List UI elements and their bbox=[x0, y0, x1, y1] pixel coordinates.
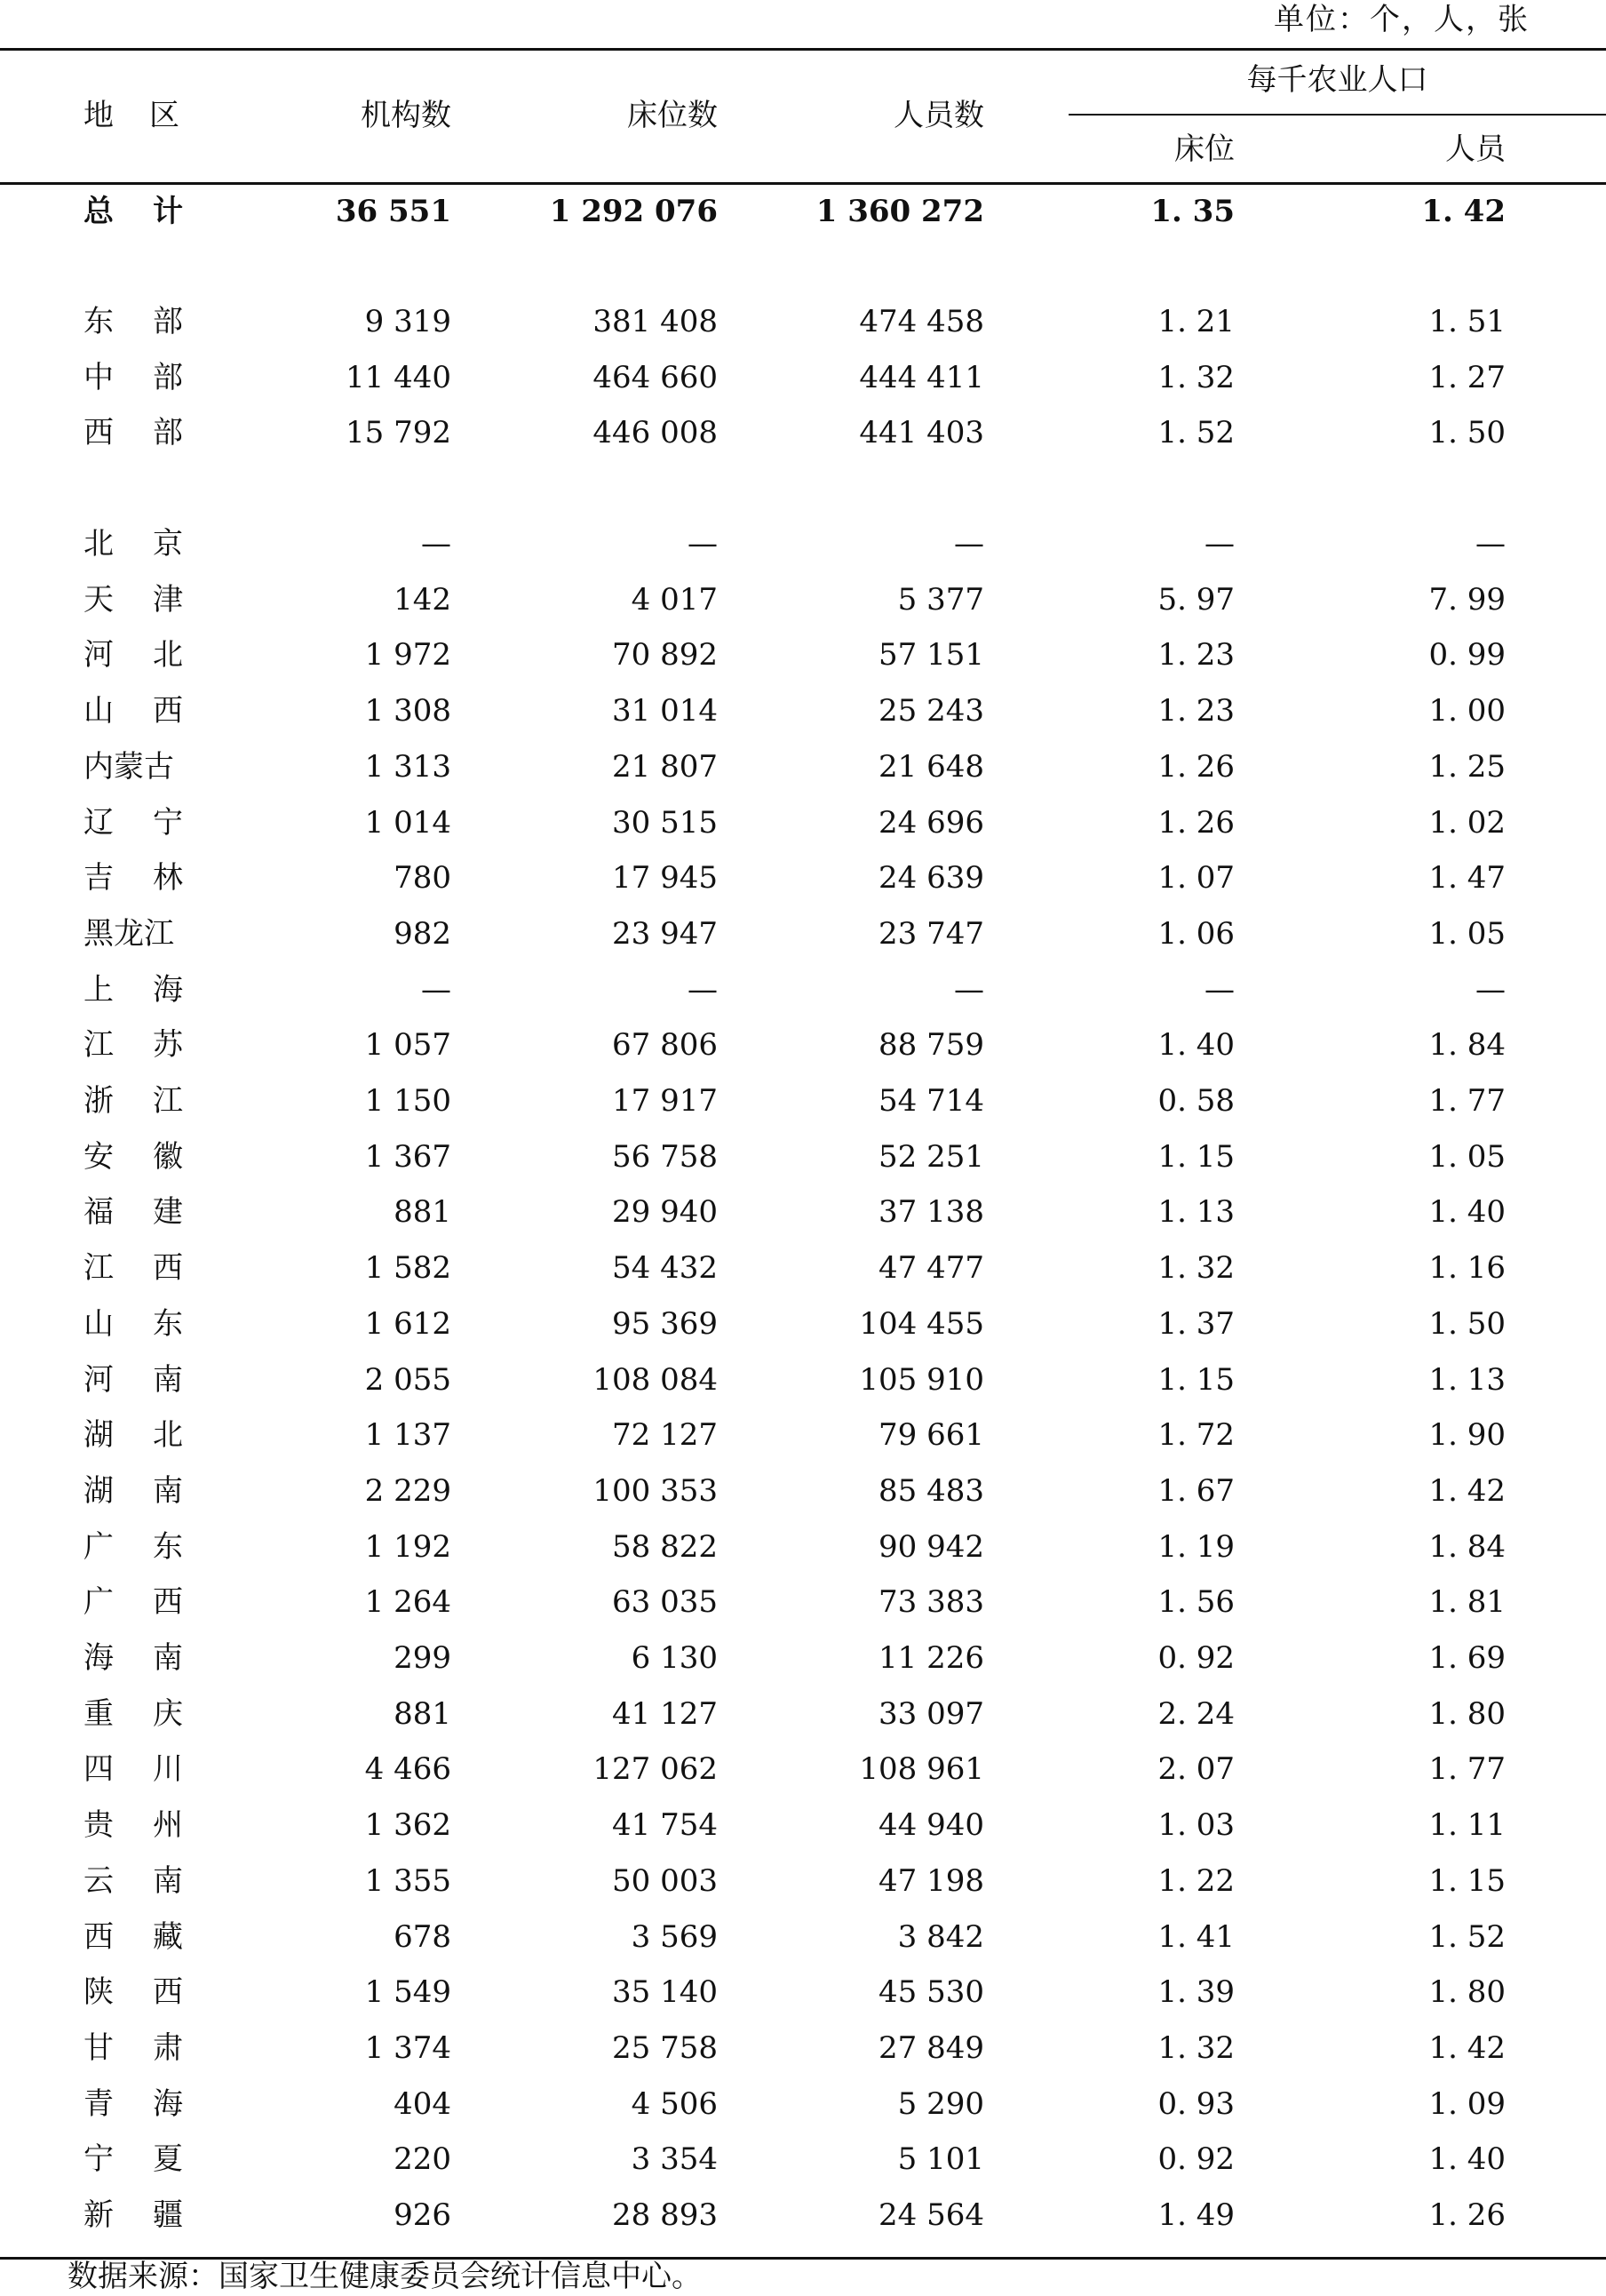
table-row bbox=[0, 413, 1606, 452]
cell-institutions: 780 bbox=[394, 860, 451, 896]
cell-region: 湖北 bbox=[83, 1417, 222, 1453]
cell-per-beds: 2. 24 bbox=[1157, 1696, 1235, 1732]
cell-staff: 57 151 bbox=[879, 637, 984, 673]
cell-region: 西部 bbox=[83, 415, 222, 450]
header-staff: 人员数 bbox=[894, 98, 984, 133]
cell-institutions: 220 bbox=[394, 2141, 451, 2177]
cell-per-staff: 1. 50 bbox=[1428, 415, 1506, 450]
cell-beds: 67 806 bbox=[612, 1027, 718, 1063]
cell-staff: 88 759 bbox=[879, 1027, 984, 1063]
cell-region: 吉林 bbox=[83, 860, 222, 896]
cell-institutions: 4 466 bbox=[364, 1751, 451, 1787]
cell-region: 福建 bbox=[83, 1194, 222, 1230]
table-row bbox=[0, 1582, 1606, 1622]
cell-institutions: 15 792 bbox=[346, 415, 451, 450]
cell-per-beds: 1. 23 bbox=[1157, 693, 1235, 729]
cell-per-staff: 1. 26 bbox=[1428, 2197, 1506, 2233]
cell-region: 西藏 bbox=[83, 1919, 222, 1955]
cell-beds: 4 017 bbox=[631, 582, 718, 618]
cell-per-staff: 1. 77 bbox=[1428, 1751, 1506, 1787]
cell-region: 山西 bbox=[83, 693, 222, 729]
cell-staff: — bbox=[954, 526, 984, 562]
cell-beds: 108 084 bbox=[592, 1362, 718, 1398]
cell-institutions: 1 374 bbox=[364, 2030, 451, 2066]
cell-staff: 73 383 bbox=[879, 1584, 984, 1620]
cell-beds: 6 130 bbox=[631, 1640, 718, 1676]
cell-institutions: 1 612 bbox=[364, 1306, 451, 1342]
cell-beds: 58 822 bbox=[612, 1529, 718, 1565]
cell-per-beds: 5. 97 bbox=[1157, 582, 1235, 618]
cell-per-beds: 1. 19 bbox=[1157, 1529, 1235, 1565]
cell-per-beds: 1. 22 bbox=[1157, 1863, 1235, 1899]
cell-region: 青海 bbox=[83, 2086, 222, 2122]
cell-region: 江苏 bbox=[83, 1027, 222, 1063]
table-row bbox=[0, 1360, 1606, 1399]
cell-region: 贵州 bbox=[83, 1807, 222, 1843]
cell-staff: 11 226 bbox=[879, 1640, 984, 1676]
cell-per-staff: 1. 42 bbox=[1428, 1473, 1506, 1509]
unit-label: 单位：个，人，张 bbox=[1274, 2, 1530, 37]
cell-region: 河南 bbox=[83, 1362, 222, 1398]
cell-region: 广东 bbox=[83, 1529, 222, 1565]
cell-per-beds: 1. 35 bbox=[1150, 194, 1235, 229]
header-beds: 床位数 bbox=[627, 98, 718, 133]
cell-region: 陕西 bbox=[83, 1974, 222, 2010]
cell-per-staff: 1. 02 bbox=[1428, 805, 1506, 841]
cell-institutions: — bbox=[421, 972, 451, 1008]
cell-staff: 3 842 bbox=[897, 1919, 984, 1955]
table-row bbox=[0, 635, 1606, 674]
cell-region: 新疆 bbox=[83, 2197, 222, 2233]
table-row bbox=[0, 1415, 1606, 1455]
cell-region: 宁夏 bbox=[83, 2141, 222, 2177]
cell-per-staff: 1. 40 bbox=[1428, 1194, 1506, 1230]
cell-per-staff: 1. 52 bbox=[1428, 1919, 1506, 1955]
cell-beds: 446 008 bbox=[592, 415, 718, 450]
table-row bbox=[0, 580, 1606, 619]
cell-beds: 50 003 bbox=[612, 1863, 718, 1899]
cell-beds: 3 354 bbox=[631, 2141, 718, 2177]
cell-per-staff: 1. 09 bbox=[1428, 2086, 1506, 2122]
table-row bbox=[0, 1917, 1606, 1957]
cell-beds: 17 917 bbox=[612, 1083, 718, 1119]
cell-staff: 21 648 bbox=[879, 749, 984, 785]
cell-beds: 29 940 bbox=[612, 1194, 718, 1230]
cell-per-staff: 0. 99 bbox=[1428, 637, 1506, 673]
cell-region: 北京 bbox=[83, 526, 222, 562]
cell-staff: 44 940 bbox=[879, 1807, 984, 1843]
cell-staff: 105 910 bbox=[859, 1362, 984, 1398]
cell-institutions: 1 137 bbox=[364, 1417, 451, 1453]
header-sub-rule bbox=[1069, 114, 1606, 116]
cell-per-beds: 1. 03 bbox=[1157, 1807, 1235, 1843]
table-top-rule bbox=[0, 48, 1606, 51]
table-row bbox=[0, 1694, 1606, 1734]
cell-beds: 21 807 bbox=[612, 749, 718, 785]
cell-per-beds: 0. 92 bbox=[1157, 1640, 1235, 1676]
cell-per-staff: 1. 69 bbox=[1428, 1640, 1506, 1676]
cell-per-staff: 1. 00 bbox=[1428, 693, 1506, 729]
table-row bbox=[0, 1527, 1606, 1567]
table-row bbox=[0, 1806, 1606, 1845]
cell-beds: 35 140 bbox=[612, 1974, 718, 2010]
cell-beds: 56 758 bbox=[612, 1139, 718, 1175]
cell-beds: 70 892 bbox=[612, 637, 718, 673]
cell-per-staff: 1. 40 bbox=[1428, 2141, 1506, 2177]
table-row bbox=[0, 914, 1606, 953]
cell-staff: 37 138 bbox=[879, 1194, 984, 1230]
cell-region: 东部 bbox=[83, 304, 222, 339]
table-row bbox=[0, 524, 1606, 563]
cell-per-beds: 1. 52 bbox=[1157, 415, 1235, 450]
cell-region: 甘肃 bbox=[83, 2030, 222, 2066]
cell-beds: 17 945 bbox=[612, 860, 718, 896]
cell-per-staff: 1. 05 bbox=[1428, 1139, 1506, 1175]
cell-per-beds: 1. 15 bbox=[1157, 1139, 1235, 1175]
table-row bbox=[0, 1638, 1606, 1678]
cell-per-beds: — bbox=[1204, 526, 1235, 562]
cell-per-beds: 1. 32 bbox=[1157, 2030, 1235, 2066]
cell-per-staff: 1. 42 bbox=[1428, 2030, 1506, 2066]
cell-per-staff: 1. 16 bbox=[1428, 1250, 1506, 1286]
cell-institutions: 1 549 bbox=[364, 1974, 451, 2010]
table-row bbox=[0, 1137, 1606, 1176]
cell-region: 总计 bbox=[83, 194, 222, 229]
cell-per-staff: 1. 42 bbox=[1421, 194, 1506, 229]
table-row-total bbox=[0, 192, 1606, 231]
cell-institutions: 1 582 bbox=[364, 1250, 451, 1286]
cell-staff: 27 849 bbox=[879, 2030, 984, 2066]
cell-per-beds: 2. 07 bbox=[1157, 1751, 1235, 1787]
cell-per-beds: 1. 15 bbox=[1157, 1362, 1235, 1398]
cell-institutions: 142 bbox=[394, 582, 451, 618]
cell-beds: 28 893 bbox=[612, 2197, 718, 2233]
cell-institutions: 982 bbox=[394, 916, 451, 952]
cell-per-beds: 1. 23 bbox=[1157, 637, 1235, 673]
cell-institutions: 926 bbox=[394, 2197, 451, 2233]
cell-region: 浙江 bbox=[83, 1083, 222, 1119]
cell-staff: 24 639 bbox=[879, 860, 984, 896]
table-row bbox=[0, 1750, 1606, 1789]
table-row bbox=[0, 858, 1606, 897]
cell-institutions: 1 150 bbox=[364, 1083, 451, 1119]
cell-staff: 79 661 bbox=[879, 1417, 984, 1453]
cell-staff: 1 360 272 bbox=[815, 194, 984, 229]
cell-region: 云南 bbox=[83, 1863, 222, 1899]
cell-per-beds: 1. 07 bbox=[1157, 860, 1235, 896]
cell-staff: 54 714 bbox=[879, 1083, 984, 1119]
cell-beds: — bbox=[688, 526, 718, 562]
cell-beds: 63 035 bbox=[612, 1584, 718, 1620]
cell-staff: 47 477 bbox=[879, 1250, 984, 1286]
cell-staff: 90 942 bbox=[879, 1529, 984, 1565]
cell-institutions: 1 367 bbox=[364, 1139, 451, 1175]
cell-beds: 95 369 bbox=[612, 1306, 718, 1342]
header-institutions: 机构数 bbox=[361, 98, 451, 133]
cell-region: 辽宁 bbox=[83, 805, 222, 841]
cell-region: 天津 bbox=[83, 582, 222, 618]
cell-per-beds: 1. 72 bbox=[1157, 1417, 1235, 1453]
table-row bbox=[0, 1192, 1606, 1232]
cell-per-beds: 1. 56 bbox=[1157, 1584, 1235, 1620]
cell-beds: 100 353 bbox=[592, 1473, 718, 1509]
cell-beds: 1 292 076 bbox=[549, 194, 718, 229]
cell-staff: 5 101 bbox=[897, 2141, 984, 2177]
header-per-thousand-agri-population: 每千农业人口 bbox=[1246, 62, 1428, 98]
table-row bbox=[0, 2085, 1606, 2124]
cell-beds: 54 432 bbox=[612, 1250, 718, 1286]
cell-institutions: — bbox=[421, 526, 451, 562]
table-row bbox=[0, 970, 1606, 1009]
cell-region: 安徽 bbox=[83, 1139, 222, 1175]
table-row bbox=[0, 358, 1606, 397]
cell-institutions: 11 440 bbox=[346, 360, 451, 395]
cell-institutions: 1 972 bbox=[364, 637, 451, 673]
cell-staff: 5 290 bbox=[897, 2086, 984, 2122]
cell-institutions: 404 bbox=[394, 2086, 451, 2122]
cell-staff: 85 483 bbox=[879, 1473, 984, 1509]
cell-per-staff: 1. 80 bbox=[1428, 1696, 1506, 1732]
cell-institutions: 299 bbox=[394, 1640, 451, 1676]
header-bottom-rule bbox=[0, 182, 1606, 185]
cell-institutions: 2 229 bbox=[364, 1473, 451, 1509]
cell-beds: 4 506 bbox=[631, 2086, 718, 2122]
table-row bbox=[0, 2196, 1606, 2235]
cell-per-beds: 1. 32 bbox=[1157, 360, 1235, 395]
cell-region: 广西 bbox=[83, 1584, 222, 1620]
cell-beds: 25 758 bbox=[612, 2030, 718, 2066]
cell-region: 重庆 bbox=[83, 1696, 222, 1732]
cell-per-staff: 1. 51 bbox=[1428, 304, 1506, 339]
cell-institutions: 1 014 bbox=[364, 805, 451, 841]
cell-staff: 441 403 bbox=[859, 415, 984, 450]
cell-per-staff: 1. 13 bbox=[1428, 1362, 1506, 1398]
cell-per-beds: 1. 37 bbox=[1157, 1306, 1235, 1342]
cell-per-beds: 1. 39 bbox=[1157, 1974, 1235, 2010]
cell-per-beds: 1. 06 bbox=[1157, 916, 1235, 952]
cell-per-staff: 1. 05 bbox=[1428, 916, 1506, 952]
table-row bbox=[0, 302, 1606, 341]
table-row bbox=[0, 1471, 1606, 1511]
cell-beds: 464 660 bbox=[592, 360, 718, 395]
cell-per-staff: 1. 84 bbox=[1428, 1529, 1506, 1565]
cell-staff: 444 411 bbox=[859, 360, 984, 395]
cell-staff: 474 458 bbox=[859, 304, 984, 339]
cell-region: 海南 bbox=[83, 1640, 222, 1676]
cell-beds: — bbox=[688, 972, 718, 1008]
header-per-staff: 人员 bbox=[1445, 132, 1506, 167]
table-row bbox=[0, 1304, 1606, 1343]
cell-beds: 72 127 bbox=[612, 1417, 718, 1453]
cell-beds: 23 947 bbox=[612, 916, 718, 952]
cell-per-staff: 1. 84 bbox=[1428, 1027, 1506, 1063]
cell-institutions: 881 bbox=[394, 1696, 451, 1732]
table-row bbox=[0, 1973, 1606, 2012]
cell-staff: 47 198 bbox=[879, 1863, 984, 1899]
cell-per-beds: — bbox=[1204, 972, 1235, 1008]
cell-per-beds: 1. 40 bbox=[1157, 1027, 1235, 1063]
cell-per-staff: 1. 27 bbox=[1428, 360, 1506, 395]
cell-per-beds: 0. 93 bbox=[1157, 2086, 1235, 2122]
cell-staff: 23 747 bbox=[879, 916, 984, 952]
table-row bbox=[0, 1081, 1606, 1120]
cell-per-staff: 1. 50 bbox=[1428, 1306, 1506, 1342]
cell-per-staff: 1. 80 bbox=[1428, 1974, 1506, 2010]
table-row bbox=[0, 1025, 1606, 1064]
cell-region: 内蒙古 bbox=[83, 749, 174, 785]
table-row bbox=[0, 2029, 1606, 2068]
cell-region: 山东 bbox=[83, 1306, 222, 1342]
cell-per-beds: 1. 13 bbox=[1157, 1194, 1235, 1230]
cell-per-staff: 1. 81 bbox=[1428, 1584, 1506, 1620]
table-row bbox=[0, 747, 1606, 786]
source-note: 数据来源：国家卫生健康委员会统计信息中心。 bbox=[68, 2259, 702, 2294]
cell-beds: 381 408 bbox=[592, 304, 718, 339]
cell-staff: 108 961 bbox=[859, 1751, 984, 1787]
cell-institutions: 881 bbox=[394, 1194, 451, 1230]
cell-institutions: 678 bbox=[394, 1919, 451, 1955]
table-row bbox=[0, 1248, 1606, 1288]
cell-region: 上海 bbox=[83, 972, 222, 1008]
cell-per-staff: 1. 77 bbox=[1428, 1083, 1506, 1119]
cell-staff: 5 377 bbox=[897, 582, 984, 618]
cell-beds: 30 515 bbox=[612, 805, 718, 841]
table-row bbox=[0, 2140, 1606, 2179]
cell-per-beds: 1. 21 bbox=[1157, 304, 1235, 339]
cell-region: 河北 bbox=[83, 637, 222, 673]
cell-beds: 41 127 bbox=[612, 1696, 718, 1732]
cell-per-beds: 1. 26 bbox=[1157, 749, 1235, 785]
cell-region: 江西 bbox=[83, 1250, 222, 1286]
header-region: 地区 bbox=[83, 98, 215, 133]
cell-staff: 24 564 bbox=[879, 2197, 984, 2233]
cell-region: 湖南 bbox=[83, 1473, 222, 1509]
cell-institutions: 1 192 bbox=[364, 1529, 451, 1565]
cell-per-staff: — bbox=[1475, 526, 1506, 562]
cell-per-beds: 1. 32 bbox=[1157, 1250, 1235, 1286]
cell-staff: — bbox=[954, 972, 984, 1008]
cell-per-beds: 0. 58 bbox=[1157, 1083, 1235, 1119]
cell-institutions: 1 362 bbox=[364, 1807, 451, 1843]
cell-staff: 24 696 bbox=[879, 805, 984, 841]
cell-per-staff: 7. 99 bbox=[1428, 582, 1506, 618]
cell-beds: 31 014 bbox=[612, 693, 718, 729]
cell-institutions: 1 264 bbox=[364, 1584, 451, 1620]
cell-beds: 3 569 bbox=[631, 1919, 718, 1955]
table-row bbox=[0, 691, 1606, 730]
header-per-beds: 床位 bbox=[1174, 132, 1235, 167]
cell-staff: 52 251 bbox=[879, 1139, 984, 1175]
cell-per-beds: 0. 92 bbox=[1157, 2141, 1235, 2177]
cell-per-beds: 1. 67 bbox=[1157, 1473, 1235, 1509]
cell-institutions: 1 355 bbox=[364, 1863, 451, 1899]
cell-per-staff: 1. 11 bbox=[1428, 1807, 1506, 1843]
cell-per-staff: — bbox=[1475, 972, 1506, 1008]
cell-region: 黑龙江 bbox=[83, 916, 174, 952]
cell-staff: 104 455 bbox=[859, 1306, 984, 1342]
cell-region: 四川 bbox=[83, 1751, 222, 1787]
cell-institutions: 36 551 bbox=[335, 194, 451, 229]
cell-institutions: 1 308 bbox=[364, 693, 451, 729]
cell-per-beds: 1. 49 bbox=[1157, 2197, 1235, 2233]
cell-per-beds: 1. 26 bbox=[1157, 805, 1235, 841]
cell-per-staff: 1. 47 bbox=[1428, 860, 1506, 896]
cell-institutions: 2 055 bbox=[364, 1362, 451, 1398]
cell-per-beds: 1. 41 bbox=[1157, 1919, 1235, 1955]
cell-institutions: 1 313 bbox=[364, 749, 451, 785]
cell-staff: 33 097 bbox=[879, 1696, 984, 1732]
cell-per-staff: 1. 25 bbox=[1428, 749, 1506, 785]
cell-institutions: 1 057 bbox=[364, 1027, 451, 1063]
cell-staff: 45 530 bbox=[879, 1974, 984, 2010]
cell-beds: 41 754 bbox=[612, 1807, 718, 1843]
cell-beds: 127 062 bbox=[592, 1751, 718, 1787]
table-row bbox=[0, 803, 1606, 842]
cell-region: 中部 bbox=[83, 360, 222, 395]
cell-per-staff: 1. 15 bbox=[1428, 1863, 1506, 1899]
table-row bbox=[0, 1862, 1606, 1901]
cell-staff: 25 243 bbox=[879, 693, 984, 729]
cell-per-staff: 1. 90 bbox=[1428, 1417, 1506, 1453]
cell-institutions: 9 319 bbox=[364, 304, 451, 339]
